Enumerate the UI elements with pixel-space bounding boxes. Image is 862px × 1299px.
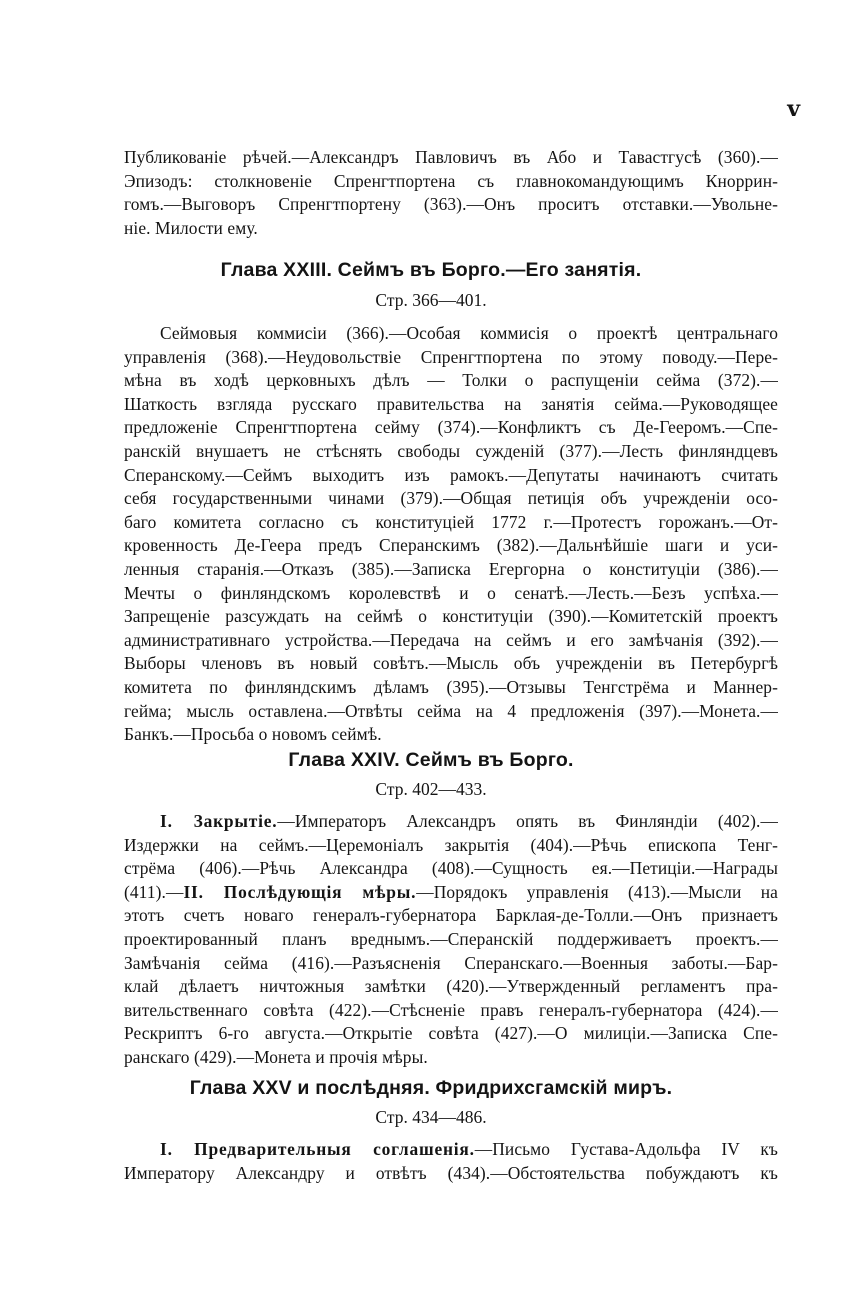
text-line: Выборы членовъ въ новый совѣтъ.—Мысль объ учрежденіи въ Петербургѣ	[124, 653, 778, 674]
text-line: гейма; мысль оставлена.—Отвѣты сейма на 4 предложенія (397).—Монета.—	[124, 700, 778, 721]
text-line: этотъ счетъ новаго генералъ-губернатора Барклая-де-Толли.—Онъ признаетъ	[124, 905, 778, 926]
text-line: Замѣчанія сейма (416).—Разъясненія Сперанскаго.—Военныя заботы.—Бар-	[124, 952, 778, 973]
text-line: ленныя старанія.—Отказъ (385).—Записка Егергорна о конституціи (386).—	[124, 558, 778, 579]
text-line: ранскаго (429).—Монета и прочія мѣры.	[124, 1046, 428, 1067]
text-line: Мечты о финляндскомъ королевствѣ и о сенатѣ.—Лесть.—Безъ успѣха.—	[124, 582, 778, 603]
text-line: Запрещеніе разсуждать на сеймѣ о конституціи (390).—Комитетскій проектъ	[124, 606, 778, 627]
chapter-25-heading: Глава XXV и послѣдняя. Фридрихсгамскій миръ.	[189, 1077, 673, 1099]
section-text: —Императоръ Александръ опять въ Финляндіи (402).—	[277, 811, 778, 831]
text-line: ніе. Милости ему.	[124, 217, 258, 238]
text-line: стрёма (406).—Рѣчь Александра (408).—Сущность ея.—Петиціи.—Награды	[124, 858, 778, 879]
chapter-23-summary	[124, 322, 778, 747]
chapter-23-heading: Глава XXIII. Сеймъ въ Борго.—Его занятія.	[220, 259, 642, 281]
text-line: Издержки на сеймъ.—Церемоніалъ закрытія (404).—Рѣчь епископа Тенг-	[124, 834, 778, 855]
section-text: —Письмо Густава-Адольфа IV къ	[474, 1139, 778, 1159]
page-number: v	[787, 96, 800, 122]
text-line: Императору Александру и отвѣтъ (434).—Обстоятельства побуждаютъ къ	[124, 1162, 778, 1183]
section-title: I. Предварительныя соглашенія.	[160, 1139, 475, 1159]
text-line: Сеймовыя коммисіи (366).—Особая коммисія о проектѣ центральнаго	[160, 323, 778, 343]
text-line	[124, 881, 778, 905]
text-line: Сперанскому.—Сеймъ выходитъ изъ рамокъ.—Депутаты начинаютъ считать	[124, 464, 778, 485]
text-line: предложеніе Спренгтпортена сейму (374).—Конфликтъ съ Де-Гееромъ.—Спе-	[124, 417, 778, 438]
text-line: Публикованіе рѣчей.—Александръ Павловичъ въ Або и Тавастгусѣ (360).—	[124, 147, 778, 167]
chapter-25-summary	[124, 1138, 778, 1185]
chapter-24-heading: Глава XXIV. Сеймъ въ Борго.	[288, 749, 574, 771]
text-line: баго комитета согласно съ конституціей 1772 г.—Протестъ горожанъ.—От-	[124, 511, 778, 532]
section-title: II. Послѣдующія мѣры.	[183, 881, 417, 902]
text-line: Банкъ.—Просьба о новомъ сеймѣ.	[124, 724, 382, 745]
text-line: административнаго устройства.—Передача на сеймъ и его замѣчанія (392).—	[124, 629, 778, 650]
section-title: I. Закрытіе.	[160, 811, 278, 831]
chapter-23-pages: Стр. 366—401.	[375, 290, 487, 310]
text-line: управленія (368).—Неудовольствіе Спренгтпортена по этому поводу.—Пере-	[124, 346, 778, 367]
text-line: себя государственными чинами (379).—Общая петиція объ учрежденіи осо-	[124, 488, 778, 509]
text-line: комитета по финляндскимъ дѣламъ (395).—Отзывы Тенгстрёма и Маннер-	[124, 676, 778, 697]
text-line: гомъ.—Выговоръ Спренгтпортену (363).—Онъ проситъ отставки.—Увольне-	[124, 194, 778, 215]
intro-paragraph	[124, 146, 778, 240]
text-line: клай дѣлаетъ ничтожныя замѣтки (420).—Утвержденный регламентъ пра-	[124, 976, 778, 997]
text-line: Рескриптъ 6-го августа.—Открытіе совѣта (427).—О милиціи.—Записка Спе-	[124, 1023, 778, 1044]
text-line: Эпизодъ: столкновеніе Спренгтпортена съ главнокомандующимъ Кноррин-	[124, 170, 778, 191]
text-line: мѣна въ ходѣ церковныхъ дѣлъ — Толки о распущеніи сейма (372).—	[124, 370, 778, 391]
chapter-25-pages: Стр. 434—486.	[375, 1107, 487, 1127]
text-line: кровенность Де-Геера предъ Сперанскимъ (382).—Дальнѣйшіе шаги и уси-	[124, 535, 778, 556]
text-line	[124, 810, 778, 834]
text-line: Шаткость взгляда русскаго правительства на занятія сейма.—Руководящее	[124, 393, 778, 414]
section-prefix: (411).—	[124, 881, 184, 902]
text-line: проектированный планъ вреднымъ.—Сперанскій поддерживаетъ проектъ.—	[124, 928, 778, 949]
chapter-24-summary	[124, 810, 778, 1070]
chapter-24-pages: Стр. 402—433.	[375, 779, 487, 799]
text-line: ранскій внушаетъ не стѣснять свободы сужденій (377).—Лесть финляндцевъ	[124, 440, 778, 461]
section-text: —Порядокъ управленія (413).—Мысли на	[416, 881, 778, 902]
text-line	[124, 1138, 778, 1162]
text-line: вительственнаго совѣта (422).—Стѣсненіе правъ генералъ-губернатора (424).—	[124, 999, 778, 1020]
